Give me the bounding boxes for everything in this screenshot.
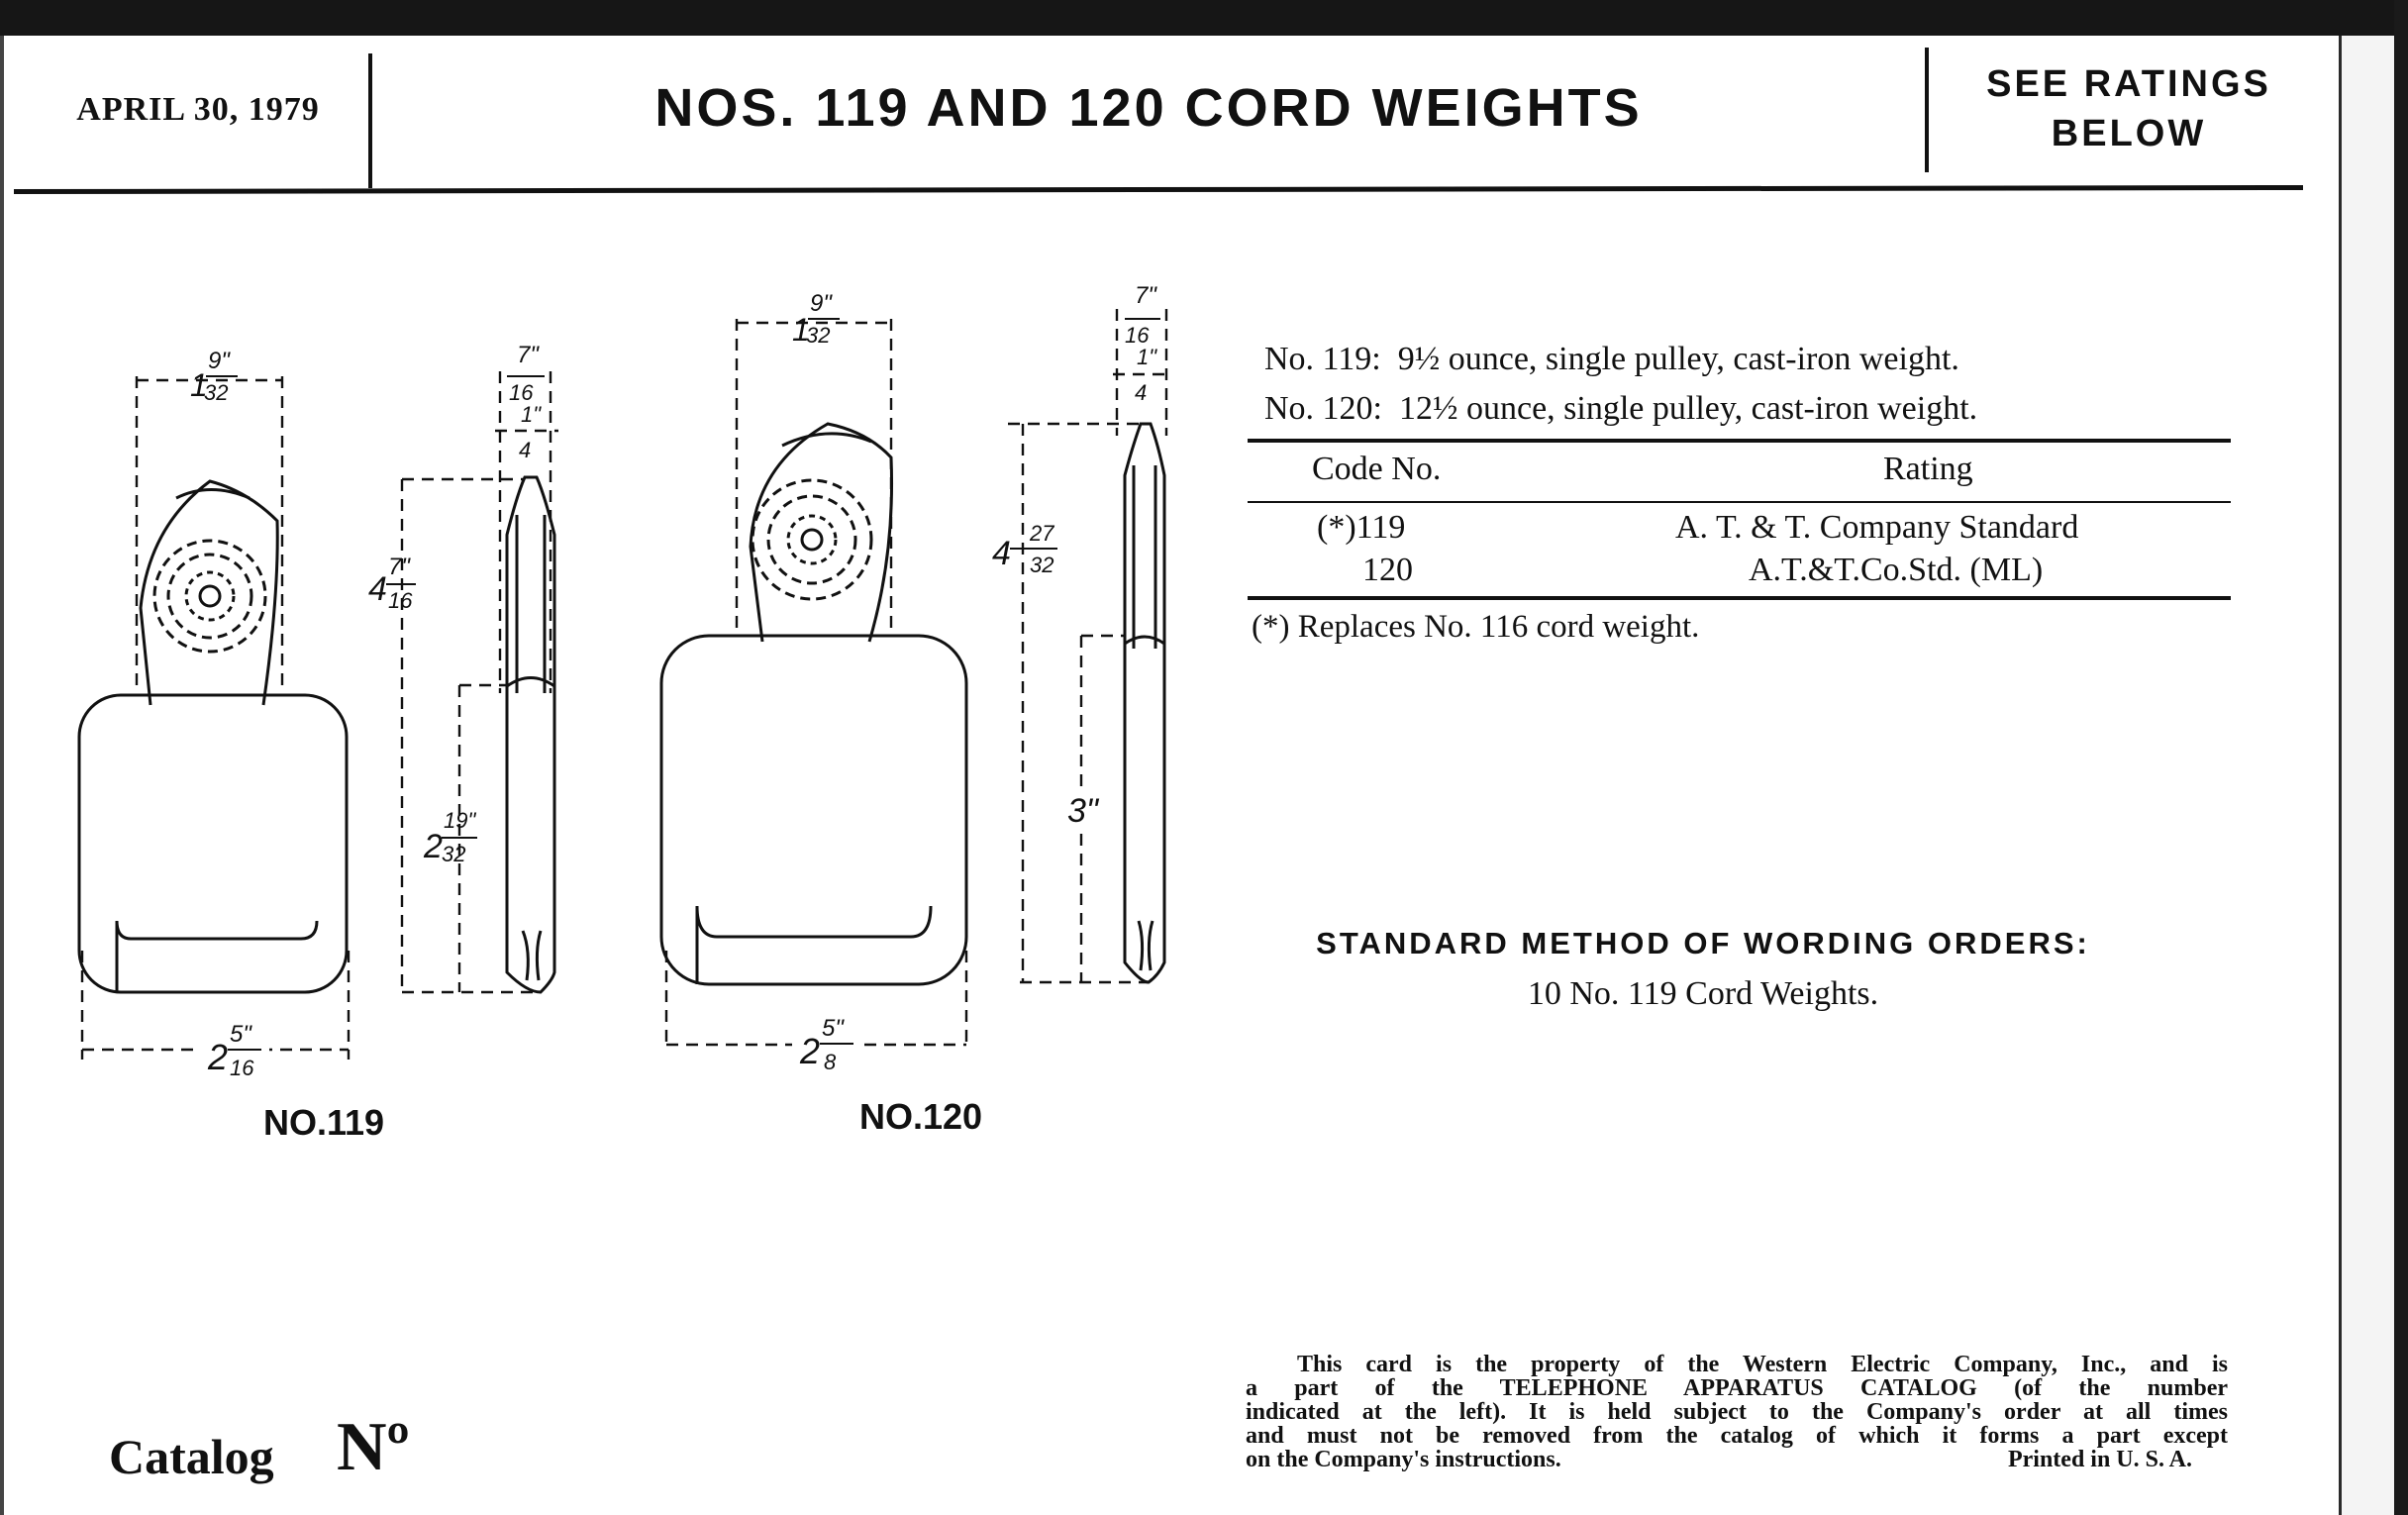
see-ratings-line2: BELOW <box>2051 113 2207 154</box>
no120-dim-slot-num: 1" <box>1137 345 1157 369</box>
spec-code: No. 119: <box>1264 341 1381 377</box>
no120-dim-width-den: 8 <box>824 1050 837 1074</box>
table-cell-rating: A.T.&T.Co.Std. (ML) <box>1749 552 2044 588</box>
no120-side-view <box>1125 424 1164 982</box>
cord-weight-drawings <box>0 0 1228 1188</box>
no119-dim-top-whole: 1 <box>190 367 208 403</box>
no120-dim-slot-den: 4 <box>1135 380 1148 405</box>
spec-row <box>1248 353 1977 428</box>
no120-dim-height-num: 27 <box>1030 521 1054 546</box>
table-cell-code: (*)119 <box>1317 509 1406 546</box>
no120-dim-top-den: 32 <box>806 323 831 348</box>
no119-dim-thick-num: 7" <box>517 342 539 368</box>
legal-line: This card is the property of the Western Electric Company, Inc., and is <box>1297 1352 2228 1377</box>
ordering-title: STANDARD METHOD OF WORDING ORDERS: <box>1316 926 2090 960</box>
no119-dim-slot-den: 4 <box>519 438 532 462</box>
no120-caption: NO.120 <box>859 1096 983 1137</box>
ordering-example: 10 No. 119 Cord Weights. <box>1527 975 1879 1012</box>
no119-front-view <box>79 481 347 993</box>
spec-desc: 9½ ounce, single pulley, cast-iron weight. <box>1397 341 1959 377</box>
catalog-number-label: Nº <box>337 1409 410 1485</box>
table-rule-bottom <box>1248 596 2231 600</box>
no120-dim-thick-den: 16 <box>1125 323 1150 348</box>
scan-border-right-dark <box>2394 0 2408 1515</box>
no119-dim-body-num: 19" <box>444 808 476 833</box>
no119-dim-top-num: 9" <box>208 348 230 374</box>
no120-dim-top-whole: 1 <box>792 312 810 348</box>
printed-in: Printed in U. S. A. <box>2007 1447 2192 1472</box>
no119-dim-width-den: 16 <box>230 1056 254 1080</box>
legal-line: indicated at the left). It is held subject to the Company's order at all times <box>1246 1399 2228 1425</box>
no120-dim-height-whole: 4 <box>992 535 1011 572</box>
table-rule-header <box>1248 501 2231 503</box>
no119-caption: NO.119 <box>263 1102 385 1143</box>
header-divider-right <box>1925 48 1929 172</box>
legal-line: and must not be removed from the catalog of which it forms a part except <box>1246 1423 2228 1449</box>
no119-dim-width-whole: 2 <box>208 1037 229 1077</box>
no120-dim-width-whole: 2 <box>800 1031 821 1071</box>
no119-dim-height-den: 16 <box>388 588 413 613</box>
table-cell-code: 120 <box>1362 552 1413 588</box>
legal-line: a part of the TELEPHONE APPARATUS CATALOG (of the number <box>1246 1375 2228 1401</box>
no119-dim-body-den: 32 <box>442 842 466 866</box>
table-header-code: Code No. <box>1312 451 1442 487</box>
page-title: NOS. 119 AND 120 CORD WEIGHTS <box>654 78 1643 138</box>
no120-dim-width-num: 5" <box>822 1015 844 1042</box>
no119-dim-height-whole: 4 <box>368 570 387 608</box>
no120-dim-top-num: 9" <box>810 290 832 317</box>
table-rule-top <box>1248 439 2231 443</box>
legal-last-line <box>1246 1448 2228 1471</box>
table-footnote: (*) Replaces No. 116 cord weight. <box>1252 609 1700 645</box>
card-date: APRIL 30, 1979 <box>76 91 320 128</box>
no119-dim-width-num: 5" <box>230 1021 251 1048</box>
no119-dim-slot-num: 1" <box>521 402 542 427</box>
no120-dim-height-den: 32 <box>1030 553 1054 577</box>
see-ratings-note <box>1931 59 2327 158</box>
no119-dim-height-num: 7" <box>388 554 410 580</box>
legal-notice <box>1246 1353 2228 1471</box>
spec-code: No. 120: <box>1264 390 1382 427</box>
no120-dim-thick-num: 7" <box>1135 282 1156 309</box>
no119-dim-body-whole: 2 <box>424 828 443 865</box>
no119-dim-thick-den: 16 <box>509 380 534 405</box>
table-cell-rating: A. T. & T. Company Standard <box>1675 509 2079 546</box>
no119-side-view <box>507 477 554 992</box>
no120-front-view <box>661 424 966 984</box>
spec-desc: 12½ ounce, single pulley, cast-iron weight. <box>1399 390 1978 427</box>
no119-dim-top-den: 32 <box>204 380 229 405</box>
catalog-label: Catalog <box>109 1429 274 1484</box>
scan-border-right <box>2339 36 2397 1515</box>
no120-dim-body: 3" <box>1067 792 1098 830</box>
legal-line: on the Company's instructions. <box>1246 1447 1561 1472</box>
see-ratings-line1: SEE RATINGS <box>1986 63 2271 105</box>
table-header-rating: Rating <box>1883 451 1973 487</box>
